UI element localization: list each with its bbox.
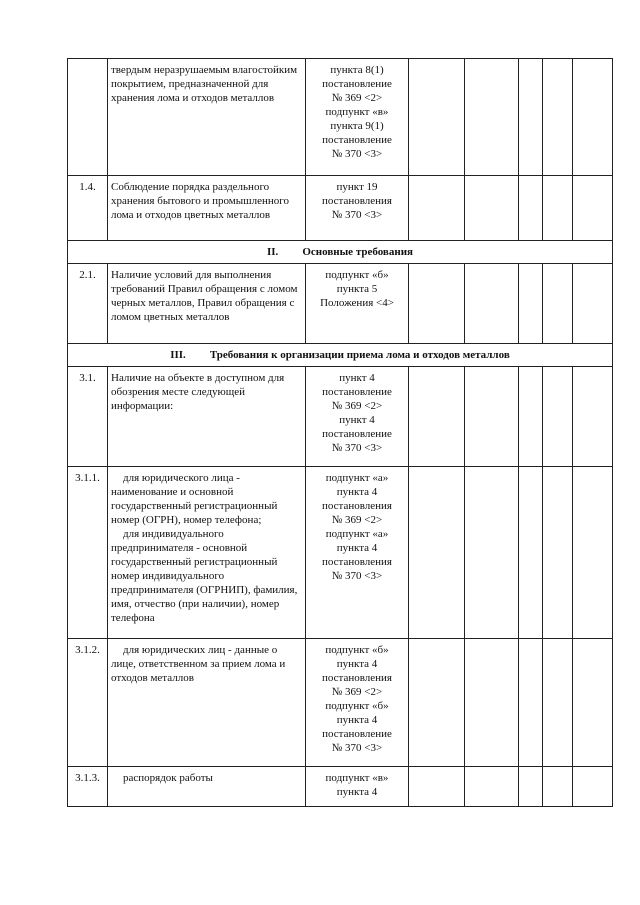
requirement-text: твердым неразрушаемым влагостойким покрытием, предназначенной для хранения лома и отходов металлов	[108, 59, 306, 176]
row-number: 3.1.2.	[68, 639, 108, 767]
section-header-row	[68, 241, 613, 264]
legal-reference: подпункт «в» пункта 4	[306, 767, 409, 807]
requirement-entrepreneur: для индивидуального предпринимателя - основной государственный регистрационный номер индивидуального предпринимателя (ОГРНИП), фамилия, имя, отчество (при наличии), номер телефона	[111, 528, 298, 624]
section-number: II.	[267, 246, 279, 258]
legal-reference: подпункт «б» пункта 5 Положения <4>	[306, 264, 409, 344]
answer-yes-cell[interactable]	[409, 639, 465, 767]
answer-no-cell[interactable]	[465, 467, 519, 639]
row-number: 1.4.	[68, 176, 108, 241]
table-row	[68, 467, 613, 639]
row-number: 2.1.	[68, 264, 108, 344]
row-number: 3.1.1.	[68, 467, 108, 639]
answer-no-cell[interactable]	[465, 639, 519, 767]
note-cell[interactable]	[573, 467, 613, 639]
answer-yes-cell[interactable]	[409, 367, 465, 467]
note-cell[interactable]	[573, 767, 613, 807]
requirement-text: Соблюдение порядка раздельного хранения бытового и промышленного лома и отходов цветных металлов	[108, 176, 306, 241]
table-row	[68, 264, 613, 344]
answer-extra-cell[interactable]	[543, 264, 573, 344]
note-cell[interactable]	[573, 367, 613, 467]
note-cell[interactable]	[573, 639, 613, 767]
row-number	[68, 59, 108, 176]
legal-reference: пункт 4 постановление № 369 <2> пункт 4 постановление № 370 <3>	[306, 367, 409, 467]
answer-extra-cell[interactable]	[543, 59, 573, 176]
table-row	[68, 176, 613, 241]
legal-reference: пункт 19 постановления № 370 <3>	[306, 176, 409, 241]
answer-na-cell[interactable]	[519, 59, 543, 176]
requirement-text: Наличие условий для выполнения требований Правил обращения с ломом черных металлов, Правил обращения с ломом цветных металлов	[108, 264, 306, 344]
answer-no-cell[interactable]	[465, 59, 519, 176]
requirement-text: распорядок работы	[108, 767, 306, 807]
answer-extra-cell[interactable]	[543, 767, 573, 807]
requirement-text: Наличие на объекте в доступном для обозрения месте следующей информации:	[108, 367, 306, 467]
answer-yes-cell[interactable]	[409, 767, 465, 807]
table-row	[68, 767, 613, 807]
legal-reference: подпункт «б» пункта 4 постановления № 369 <2> подпункт «б» пункта 4 постановление № 370 <3>	[306, 639, 409, 767]
answer-yes-cell[interactable]	[409, 467, 465, 639]
requirement-text	[108, 467, 306, 639]
section-title	[68, 241, 613, 264]
row-number: 3.1.3.	[68, 767, 108, 807]
answer-extra-cell[interactable]	[543, 176, 573, 241]
answer-na-cell[interactable]	[519, 639, 543, 767]
answer-na-cell[interactable]	[519, 467, 543, 639]
requirement-text: для юридических лиц - данные о лице, ответственном за прием лома и отходов металлов	[108, 639, 306, 767]
answer-yes-cell[interactable]	[409, 59, 465, 176]
table-row	[68, 59, 613, 176]
answer-na-cell[interactable]	[519, 367, 543, 467]
answer-no-cell[interactable]	[465, 367, 519, 467]
table-row	[68, 639, 613, 767]
answer-yes-cell[interactable]	[409, 264, 465, 344]
answer-na-cell[interactable]	[519, 176, 543, 241]
answer-yes-cell[interactable]	[409, 176, 465, 241]
answer-no-cell[interactable]	[465, 176, 519, 241]
requirement-legal-entity: для юридического лица - наименование и основной государственный регистрационный номер (ОГРН), номер телефона;	[111, 472, 278, 526]
answer-na-cell[interactable]	[519, 767, 543, 807]
section-header-row	[68, 344, 613, 367]
answer-no-cell[interactable]	[465, 767, 519, 807]
note-cell[interactable]	[573, 264, 613, 344]
section-title	[68, 344, 613, 367]
answer-extra-cell[interactable]	[543, 467, 573, 639]
answer-no-cell[interactable]	[465, 264, 519, 344]
section-number: III.	[170, 349, 186, 361]
answer-na-cell[interactable]	[519, 264, 543, 344]
note-cell[interactable]	[573, 176, 613, 241]
legal-reference: пункта 8(1) постановление № 369 <2> подпункт «в» пункта 9(1) постановление № 370 <3>	[306, 59, 409, 176]
section-title-text: Требования к организации приема лома и отходов металлов	[209, 349, 510, 361]
answer-extra-cell[interactable]	[543, 367, 573, 467]
checklist-table	[67, 58, 613, 807]
table-row	[68, 367, 613, 467]
row-number: 3.1.	[68, 367, 108, 467]
answer-extra-cell[interactable]	[543, 639, 573, 767]
section-title-text: Основные требования	[302, 246, 413, 258]
legal-reference: подпункт «а» пункта 4 постановления № 369 <2> подпункт «а» пункта 4 постановления № 370 <3>	[306, 467, 409, 639]
note-cell[interactable]	[573, 59, 613, 176]
